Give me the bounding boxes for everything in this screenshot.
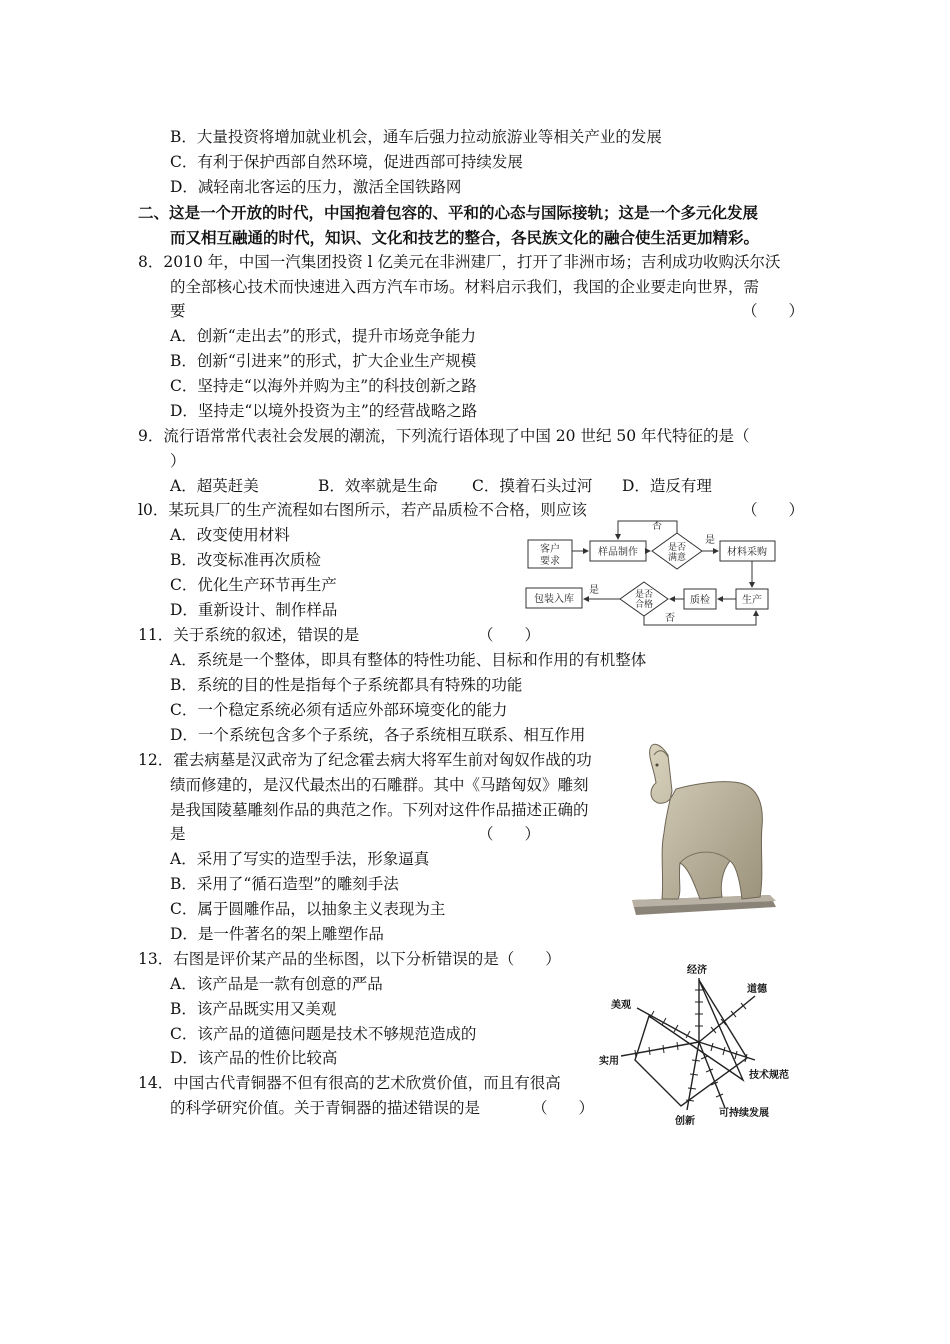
flow-no-label-2: 否 bbox=[665, 613, 675, 624]
q10-stem: l0．某玩具厂的生产流程如右图所示，若产品质检不合格，则应该 bbox=[138, 501, 587, 519]
q10-option-b: B．改变标准再次质检 bbox=[170, 551, 321, 569]
q11-option-a: A．系统是一个整体，即具有整体的特性功能、目标和作用的有机整体 bbox=[170, 651, 647, 669]
q11-answer-paren: （ ） bbox=[478, 626, 541, 644]
radar-label-innovation: 创新 bbox=[675, 1116, 695, 1127]
q10-option-c: C．优化生产环节再生产 bbox=[170, 576, 337, 594]
q8-option-a: A．创新“走出去”的形式，提升市场竞争能力 bbox=[170, 327, 477, 345]
q11-stem: 11．关于系统的叙述，错误的是 bbox=[138, 626, 360, 644]
flow-sample-text: 样品制作 bbox=[598, 547, 638, 558]
q8-option-b: B．创新“引进来”的形式，扩大企业生产规模 bbox=[170, 352, 477, 370]
q12-stem-line1: 12．霍去病墓是汉武帝为了纪念霍去病大将军生前对匈奴作战的功 bbox=[138, 751, 592, 769]
q9-stem-line1: 9．流行语常常代表社会发展的潮流，下列流行语体现了中国 20 世纪 50 年代特征的是（ bbox=[138, 427, 750, 445]
production-flowchart bbox=[520, 515, 785, 630]
flow-yes-label-2: 是 bbox=[589, 585, 599, 596]
q9-option-b: B．效率就是生命 bbox=[318, 477, 438, 495]
q8-stem-line1: 8．2010 年，中国一汽集团投资 l 亿美元在非洲建厂，打开了非洲市场；吉利成功收购沃尔沃 bbox=[138, 253, 781, 271]
flow-customer-text: 客户 bbox=[540, 544, 560, 555]
flow-request-text: 要求 bbox=[540, 556, 560, 567]
flow-produce-text: 生产 bbox=[742, 595, 762, 606]
q12-stem-line4: 是 bbox=[170, 825, 186, 843]
q12-option-a: A．采用了写实的造型手法，形象逼真 bbox=[170, 850, 430, 868]
radar-label-sustain: 可持续发展 bbox=[719, 1108, 769, 1119]
q8-stem-line3: 要 bbox=[170, 302, 186, 320]
q13-stem: 13．右图是评价某产品的坐标图，以下分析错误的是（ ） bbox=[138, 950, 561, 968]
flow-purchase-text: 材料采购 bbox=[727, 547, 767, 558]
q12-option-b: B．采用了“循石造型”的雕刻手法 bbox=[170, 875, 399, 893]
q8-option-c: C．坚持走“以海外并购为主”的科技创新之路 bbox=[170, 377, 477, 395]
flow-yes-label-1: 是 bbox=[705, 535, 715, 546]
q12-stem-line3: 是我国陵墓雕刻作品的典范之作。下列对这件作品描述正确的 bbox=[170, 801, 589, 819]
q14-stem-line2: 的科学研究价值。关于青铜器的描述错误的是 bbox=[170, 1099, 481, 1117]
q8-answer-paren: （ ） bbox=[742, 302, 805, 320]
q7-option-c: C．有利于保护西部自然环境，促进西部可持续发展 bbox=[170, 153, 523, 171]
flow-satisfied-text1: 是否 bbox=[667, 543, 687, 553]
q9-option-a: A．超英赶美 bbox=[170, 477, 259, 495]
section-heading-line2: 而又相互融通的时代，知识、文化和技艺的整合，各民族文化的融合使生活更加精彩。 bbox=[170, 228, 760, 247]
q8-option-d: D．坚持走“以境外投资为主”的经营战略之路 bbox=[170, 402, 478, 420]
q9-stem-line2: ） bbox=[170, 452, 186, 470]
q11-option-b: B．系统的目的性是指每个子系统都具有特殊的功能 bbox=[170, 676, 523, 694]
q8-stem-line2: 的全部核心技术而快速进入西方汽车市场。材料启示我们，我国的企业要走向世界，需 bbox=[170, 278, 760, 296]
q12-stem-line2: 绩而修建的，是汉代最杰出的石雕群。其中《马踏匈奴》雕刻 bbox=[170, 776, 589, 794]
q13-option-c: C．该产品的道德问题是技术不够规范造成的 bbox=[170, 1025, 477, 1043]
radar-label-tech: 技术规范 bbox=[749, 1070, 789, 1081]
radar-label-morality: 道德 bbox=[747, 984, 767, 995]
radar-label-beauty: 美观 bbox=[611, 1000, 631, 1011]
flow-storage-text: 包装入库 bbox=[534, 594, 574, 605]
flow-qualified-text1: 是否 bbox=[634, 590, 654, 600]
section-heading-line1: 二、这是一个开放的时代，中国抱着包容的、平和的心态与国际接轨；这是一个多元化发展 bbox=[138, 203, 759, 222]
q10-option-a: A．改变使用材料 bbox=[170, 526, 290, 544]
q12-answer-paren: （ ） bbox=[478, 825, 541, 843]
flow-qualified-text2: 合格 bbox=[634, 600, 654, 610]
flow-satisfied-text2: 满意 bbox=[667, 553, 687, 563]
q7-option-b: B．大量投资将增加就业机会，通车后强力拉动旅游业等相关产业的发展 bbox=[170, 128, 662, 146]
q10-option-d: D．重新设计、制作样品 bbox=[170, 601, 338, 619]
flow-inspect-text: 质检 bbox=[690, 595, 710, 606]
q12-option-d: D．是一件著名的架上雕塑作品 bbox=[170, 925, 384, 943]
evaluation-radar-chart bbox=[595, 960, 805, 1130]
horse-sculpture-photo bbox=[630, 735, 778, 917]
radar-label-economy: 经济 bbox=[687, 965, 707, 976]
q12-option-c: C．属于圆雕作品，以抽象主义表现为主 bbox=[170, 900, 446, 918]
flow-no-label-1: 否 bbox=[652, 521, 662, 532]
q11-option-d: D．一个系统包含多个子系统，各子系统相互联系、相互作用 bbox=[170, 726, 586, 744]
q13-option-a: A．该产品是一款有创意的严品 bbox=[170, 975, 383, 993]
q9-option-d: D．造反有理 bbox=[622, 477, 712, 495]
q11-option-c: C．一个稳定系统必须有适应外部环境变化的能力 bbox=[170, 701, 508, 719]
q13-option-d: D．该产品的性价比较高 bbox=[170, 1049, 338, 1067]
q14-answer-paren: （ ） bbox=[532, 1099, 595, 1117]
q14-stem-line1: 14．中国古代青铜器不但有很高的艺术欣赏价值，而且有很高 bbox=[138, 1074, 561, 1092]
q10-answer-paren: （ ） bbox=[742, 501, 805, 519]
q7-option-d: D．减轻南北客运的压力，激活全国铁路网 bbox=[170, 178, 462, 196]
q13-option-b: B．该产品既实用又美观 bbox=[170, 1000, 337, 1018]
q9-option-c: C．摸着石头过河 bbox=[472, 477, 593, 495]
radar-label-practical: 实用 bbox=[599, 1056, 619, 1067]
